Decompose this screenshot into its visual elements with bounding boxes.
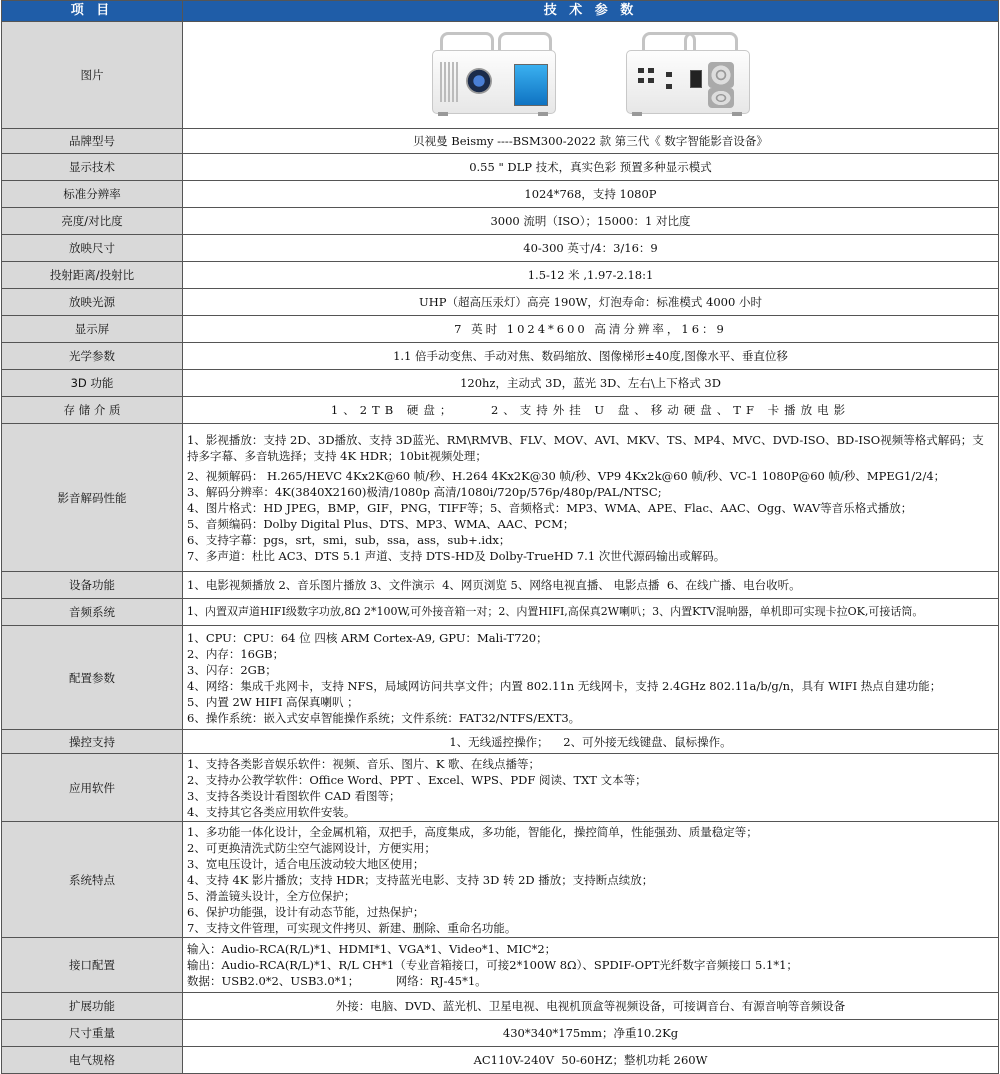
row-label-control: 操控支持 bbox=[2, 730, 183, 754]
row-value-audio: 1、内置双声道HIFI级数字功放,8Ω 2*100W,可外接音箱一对；2、内置HIFI,高保真2W喇叭；3、内置KTV混响器，单机即可实现卡拉OK,可接话筒。 bbox=[183, 599, 999, 626]
list-item: 3、解码分辨率：4K(3840X2160)极清/1080p 高清/1080i/720p/576p/480p/PAL/NTSC; bbox=[187, 484, 662, 499]
table-row bbox=[2, 1047, 999, 1074]
row-label-screen: 显示屏 bbox=[2, 316, 183, 343]
projector-front-image bbox=[432, 32, 556, 118]
row-label-features: 系统特点 bbox=[2, 822, 183, 938]
row-label-optics: 光学参数 bbox=[2, 343, 183, 370]
list-item: 7、多声道：杜比 AC3、DTS 5.1 声道、支持 DTS-HD及 Dolby-TrueHD 7.1 次世代源码输出或解码。 bbox=[187, 548, 726, 563]
list-item: 输入：Audio-RCA(R/L)*1、HDMI*1、VGA*1、Video*1、MIC*2； bbox=[187, 942, 557, 956]
row-value-throw: 1.5-12 米 ,1.97-2.18:1 bbox=[183, 262, 999, 289]
projector-back-image bbox=[626, 32, 750, 118]
table-row bbox=[2, 289, 999, 316]
table-row bbox=[2, 262, 999, 289]
row-value-brightness: 3000 流明（ISO）；15000：1 对比度 bbox=[183, 208, 999, 235]
list-item: 2、可更换清洗式防尘空气滤网设计，方便实用； bbox=[187, 840, 436, 855]
list-item: 1、支持各类影音娱乐软件：视频、音乐、图片、K 歌、在线点播等； bbox=[187, 756, 541, 771]
list-item: 1、影视播放：支持 2D、3D播放、支持 3D蓝光、RM\RMVB、FLV、MOV、AVI、MKV、TS、MP4、MVC、DVD-ISO、BD-ISO视频等格式解码；支持多字幕、多音轨选择；支持 4K HDR；10bit视频处理； bbox=[187, 432, 984, 463]
row-label-expansion: 扩展功能 bbox=[2, 993, 183, 1020]
product-images bbox=[183, 22, 999, 129]
list-item: 6、保护功能强，设计有动态节能，过热保护； bbox=[187, 904, 425, 919]
list-item: 4、支持 4K 影片播放；支持 HDR；支持蓝光电影、支持 3D 转 2D 播放；支持断点续放； bbox=[187, 872, 654, 887]
table-row bbox=[2, 730, 999, 754]
table-row bbox=[2, 424, 999, 572]
row-value-software bbox=[183, 754, 999, 822]
row-value-optics: 1.1 倍手动变焦、手动对焦、数码缩放、图像梯形±40度,图像水平、垂直位移 bbox=[183, 343, 999, 370]
row-label-dims: 尺寸重量 bbox=[2, 1020, 183, 1047]
row-label-device-func: 设备功能 bbox=[2, 572, 183, 599]
table-row-image bbox=[2, 22, 999, 129]
row-value-control: 1、无线遥控操作； 2、可外接无线键盘、鼠标操作。 bbox=[183, 730, 999, 754]
list-item: 输出：Audio-RCA(R/L)*1、R/L CH*1（专业音箱接口，可接2*100W 8Ω）、SPDIF-OPT光纤数字音频接口 5.1*1； bbox=[187, 958, 798, 972]
row-label-size: 放映尺寸 bbox=[2, 235, 183, 262]
table-row bbox=[2, 626, 999, 730]
list-item: 2、内存：16GB； bbox=[187, 646, 285, 661]
list-item: 4、图片格式：HD JPEG，BMP，GIF，PNG，TIFF等；5、音频格式：MP3、WMA、APE、Flac、AAC、Ogg、WAV等音乐格式播放； bbox=[187, 500, 913, 515]
table-row bbox=[2, 154, 999, 181]
row-label-ports: 接口配置 bbox=[2, 938, 183, 993]
header-item: 项 目 bbox=[2, 1, 183, 22]
table-row bbox=[2, 129, 999, 154]
row-label-resolution: 标准分辨率 bbox=[2, 181, 183, 208]
row-value-power: AC110V-240V 50-60HZ；整机功耗 260W bbox=[183, 1047, 999, 1074]
list-item: 2、支持办公教学软件：Office Word、PPT 、Excel、WPS、PDF 阅读、TXT 文本等； bbox=[187, 772, 647, 787]
list-item: 7、支持文件管理，可实现文件拷贝、新建、删除、重命名功能。 bbox=[187, 920, 517, 935]
row-label-brand: 品牌型号 bbox=[2, 129, 183, 154]
row-label-decode: 影音解码性能 bbox=[2, 424, 183, 572]
table-row bbox=[2, 316, 999, 343]
table-row bbox=[2, 938, 999, 993]
list-item: 1、多功能一体化设计，全金属机箱，双把手，高度集成，多功能，智能化，操控简单，性能强劲、质量稳定等； bbox=[187, 824, 758, 839]
list-item: 6、操作系统：嵌入式安卓智能操作系统；文件系统：FAT32/NTFS/EXT3。 bbox=[187, 710, 581, 725]
list-item: 2、视频解码： H.265/HEVC 4Kx2K@60 帧/秒、H.264 4Kx2K@30 帧/秒、VP9 4Kx2k@60 帧/秒、VC-1 1080P@60 帧/秒、MPEG1/2/4； bbox=[187, 468, 946, 483]
list-item: 数据：USB2.0*2、USB3.0*1； 网络：RJ-45*1。 bbox=[187, 974, 487, 988]
row-label-power: 电气规格 bbox=[2, 1047, 183, 1074]
row-label-display-tech: 显示技术 bbox=[2, 154, 183, 181]
table-row bbox=[2, 235, 999, 262]
row-label-config: 配置参数 bbox=[2, 626, 183, 730]
row-value-ports bbox=[183, 938, 999, 993]
table-row bbox=[2, 397, 999, 424]
table-row bbox=[2, 822, 999, 938]
header-spec: 技 术 参 数 bbox=[183, 1, 999, 22]
row-label-image: 图片 bbox=[2, 22, 183, 129]
list-item: 5、音频编码：Dolby Digital Plus、DTS、MP3、WMA、AAC、PCM； bbox=[187, 516, 575, 531]
row-value-size: 40-300 英寸/4：3/16：9 bbox=[183, 235, 999, 262]
row-value-config bbox=[183, 626, 999, 730]
table-row bbox=[2, 181, 999, 208]
list-item: 1、CPU：CPU：64 位 四核 ARM Cortex-A9, GPU：Mali-T720； bbox=[187, 630, 548, 645]
row-label-storage: 存 储 介 质 bbox=[2, 397, 183, 424]
row-value-expansion: 外接：电脑、DVD、蓝光机、卫星电视、电视机顶盒等视频设备，可接调音台、有源音响等音频设备 bbox=[183, 993, 999, 1020]
row-label-throw: 投射距离/投射比 bbox=[2, 262, 183, 289]
row-value-features bbox=[183, 822, 999, 938]
table-row bbox=[2, 599, 999, 626]
row-value-screen: 7 英时 1024*600 高清分辨率，16：9 bbox=[183, 316, 999, 343]
row-value-dims: 430*340*175mm；净重10.2Kg bbox=[183, 1020, 999, 1047]
table-row bbox=[2, 754, 999, 822]
list-item: 3、闪存：2GB； bbox=[187, 662, 277, 677]
table-row bbox=[2, 208, 999, 235]
row-label-brightness: 亮度/对比度 bbox=[2, 208, 183, 235]
table-row bbox=[2, 572, 999, 599]
row-value-brand: 贝视曼 Beismy ----BSM300-2022 款 第三代《 数字智能影音设备》 bbox=[183, 129, 999, 154]
table-row bbox=[2, 343, 999, 370]
row-value-3d: 120hz，主动式 3D，蓝光 3D、左右\上下格式 3D bbox=[183, 370, 999, 397]
list-item: 3、宽电压设计，适合电压波动较大地区使用； bbox=[187, 856, 425, 871]
row-label-3d: 3D 功能 bbox=[2, 370, 183, 397]
table-row bbox=[2, 993, 999, 1020]
list-item: 4、支持其它各类应用软件安装。 bbox=[187, 804, 356, 819]
row-value-resolution: 1024*768，支持 1080P bbox=[183, 181, 999, 208]
table-row bbox=[2, 1020, 999, 1047]
row-value-light: UHP（超高压汞灯）高亮 190W，灯泡寿命：标准模式 4000 小时 bbox=[183, 289, 999, 316]
list-item: 6、支持字幕：pgs，srt，smi，sub，ssa，ass，sub+.idx； bbox=[187, 532, 511, 547]
row-value-device-func: 1、电影视频播放 2、音乐图片播放 3、文件演示 4、网页浏览 5、网络电视直播、 电影点播 6、在线广播、电台收听。 bbox=[183, 572, 999, 599]
list-item: 5、内置 2W HIFI 高保真喇叭 ； bbox=[187, 694, 359, 709]
list-item: 3、支持各类设计看图软件 CAD 看图等； bbox=[187, 788, 401, 803]
row-value-display-tech: 0.55 " DLP 技术，真实色彩 预置多种显示模式 bbox=[183, 154, 999, 181]
row-label-software: 应用软件 bbox=[2, 754, 183, 822]
spec-table bbox=[1, 0, 999, 1074]
row-value-storage: 1、2TB 硬盘； 2、支持外挂 U 盘、移动硬盘、TF 卡播放电影 bbox=[183, 397, 999, 424]
list-item: 5、滑盖镜头设计，全方位保护； bbox=[187, 888, 356, 903]
table-header-row bbox=[2, 1, 999, 22]
row-value-decode bbox=[183, 424, 999, 572]
row-label-light: 放映光源 bbox=[2, 289, 183, 316]
table-row bbox=[2, 370, 999, 397]
list-item: 4、网络：集成千兆网卡，支持 NFS，局域网访问共享文件；内置 802.11n 无线网卡，支持 2.4GHz 802.11a/b/g/n，具有 WIFI 热点自建功能； bbox=[187, 678, 942, 693]
row-label-audio: 音频系统 bbox=[2, 599, 183, 626]
